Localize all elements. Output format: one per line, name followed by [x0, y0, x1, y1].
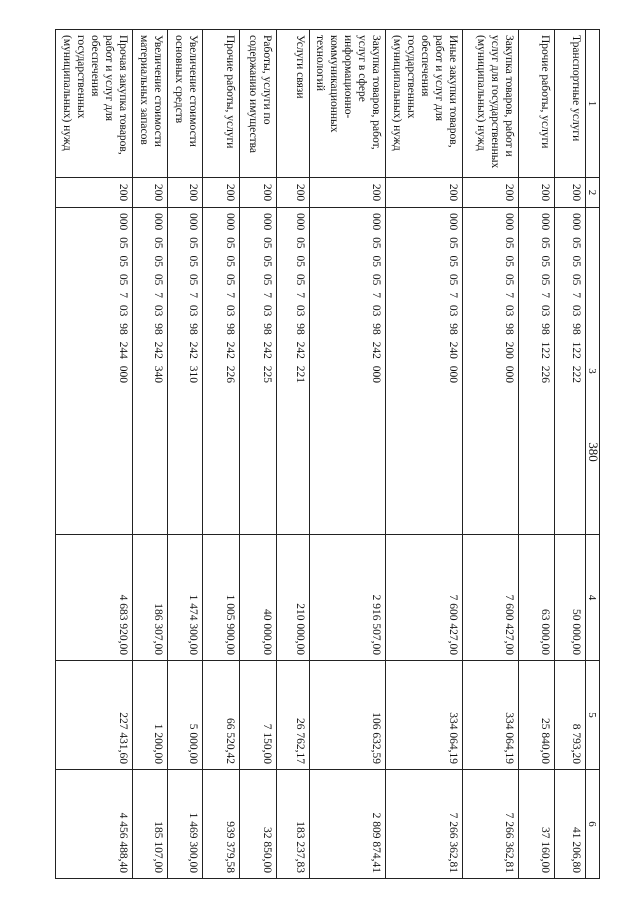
row-value-5: 334 064,19 [385, 660, 462, 769]
row-name: Услуги связи [276, 29, 309, 177]
table-row [554, 29, 585, 878]
row-name: Увеличение стоимости основных средств [167, 29, 203, 177]
row-code: 000 05 05 05 7 03 98 242 226 [202, 207, 239, 534]
row-name: Прочие работы, услуги [202, 29, 239, 177]
header-cell: 6 [585, 769, 599, 878]
row-value-4: 1 005 900,00 [202, 534, 239, 660]
row-value-5: 5 000,00 [167, 660, 203, 769]
table-row [385, 29, 462, 878]
row-value-6: 185 107,00 [132, 769, 167, 878]
row-value-5: 8 793,20 [554, 660, 585, 769]
row-value-4: 50 000,00 [554, 534, 585, 660]
row-value-6: 1 469 300,00 [167, 769, 203, 878]
row-code: 000 05 05 05 7 03 98 242 225 [239, 207, 276, 534]
row-value-6: 41 206,80 [554, 769, 585, 878]
row-name: Иные закупки товаров, работ и услуг для обеспечения государственных (муниципальных) нужд [385, 29, 462, 177]
row-value-4: 186 307,00 [132, 534, 167, 660]
table-row [132, 29, 167, 878]
row-value-4: 1 474 300,00 [167, 534, 203, 660]
table-row [167, 29, 203, 878]
table-row [518, 29, 554, 878]
row-col2: 200 [132, 177, 167, 207]
row-code: 000 05 05 05 7 03 98 122 226 [518, 207, 554, 534]
header-row [585, 29, 599, 878]
header-cell: 1 [585, 29, 599, 177]
row-col2: 200 [518, 177, 554, 207]
row-code: 000 05 05 05 7 03 98 242 310 [167, 207, 203, 534]
row-code: 000 05 05 05 7 03 98 244 000 [55, 207, 132, 534]
row-value-5: 26 762,17 [276, 660, 309, 769]
row-value-4: 40 000,00 [239, 534, 276, 660]
row-value-4: 2 916 507,00 [309, 534, 386, 660]
row-name: Закупка товаров, работ и услуг для государственных (муниципальных) нужд [462, 29, 518, 177]
row-name: Закупка товаров, работ, услуг в сфере информационно-коммуникационных технологий [309, 29, 386, 177]
row-value-4: 4 683 920,00 [55, 534, 132, 660]
row-col2: 200 [554, 177, 585, 207]
rotated-table-container [55, 29, 600, 878]
row-col2: 200 [239, 177, 276, 207]
row-value-5: 66 520,42 [202, 660, 239, 769]
row-value-6: 2 809 874,41 [309, 769, 386, 878]
row-value-5: 227 431,60 [55, 660, 132, 769]
row-value-6: 183 237,83 [276, 769, 309, 878]
row-code: 000 05 05 05 7 03 98 200 000 [462, 207, 518, 534]
row-value-4: 210 000,00 [276, 534, 309, 660]
row-value-4: 7 600 427,00 [462, 534, 518, 660]
row-code: 000 05 05 05 7 03 98 242 340 [132, 207, 167, 534]
row-name: Транспортные услуги [554, 29, 585, 177]
row-name: Прочие работы, услуги [518, 29, 554, 177]
row-col2: 200 [167, 177, 203, 207]
table-row [309, 29, 386, 878]
table-row [276, 29, 309, 878]
row-col2: 200 [309, 177, 386, 207]
budget-table [55, 29, 600, 879]
row-code: 000 05 05 05 7 03 98 240 000 [385, 207, 462, 534]
row-name: Увеличение стоимости материальных запасов [132, 29, 167, 177]
row-value-5: 25 840,00 [518, 660, 554, 769]
row-code: 000 05 05 05 7 03 98 242 221 [276, 207, 309, 534]
table-row [202, 29, 239, 878]
table-row [462, 29, 518, 878]
page-number: 380 [586, 442, 601, 462]
row-col2: 200 [462, 177, 518, 207]
row-value-4: 7 600 427,00 [385, 534, 462, 660]
row-value-6: 7 266 362,81 [385, 769, 462, 878]
row-value-4: 63 000,00 [518, 534, 554, 660]
row-code: 000 05 05 05 7 03 98 122 222 [554, 207, 585, 534]
row-col2: 200 [55, 177, 132, 207]
row-value-5: 106 632,59 [309, 660, 386, 769]
row-col2: 200 [202, 177, 239, 207]
row-value-6: 4 456 488,40 [55, 769, 132, 878]
header-cell: 4 [585, 534, 599, 660]
header-cell: 2 [585, 177, 599, 207]
row-value-6: 32 850,00 [239, 769, 276, 878]
row-value-6: 939 379,58 [202, 769, 239, 878]
row-value-5: 7 150,00 [239, 660, 276, 769]
row-value-5: 334 064,19 [462, 660, 518, 769]
row-value-6: 37 160,00 [518, 769, 554, 878]
header-cell: 5 [585, 660, 599, 769]
row-name: Работы, услуги по содержанию имущества [239, 29, 276, 177]
header-cell: 3 [585, 207, 599, 534]
table-row [239, 29, 276, 878]
row-col2: 200 [276, 177, 309, 207]
row-code: 000 05 05 05 7 03 98 242 000 [309, 207, 386, 534]
row-value-6: 7 266 362,81 [462, 769, 518, 878]
row-value-5: 1 200,00 [132, 660, 167, 769]
row-name: Прочая закупка товаров, работ и услуг для обеспечения государственных (муниципальных) нужд [55, 29, 132, 177]
row-col2: 200 [385, 177, 462, 207]
table-row [55, 29, 132, 878]
